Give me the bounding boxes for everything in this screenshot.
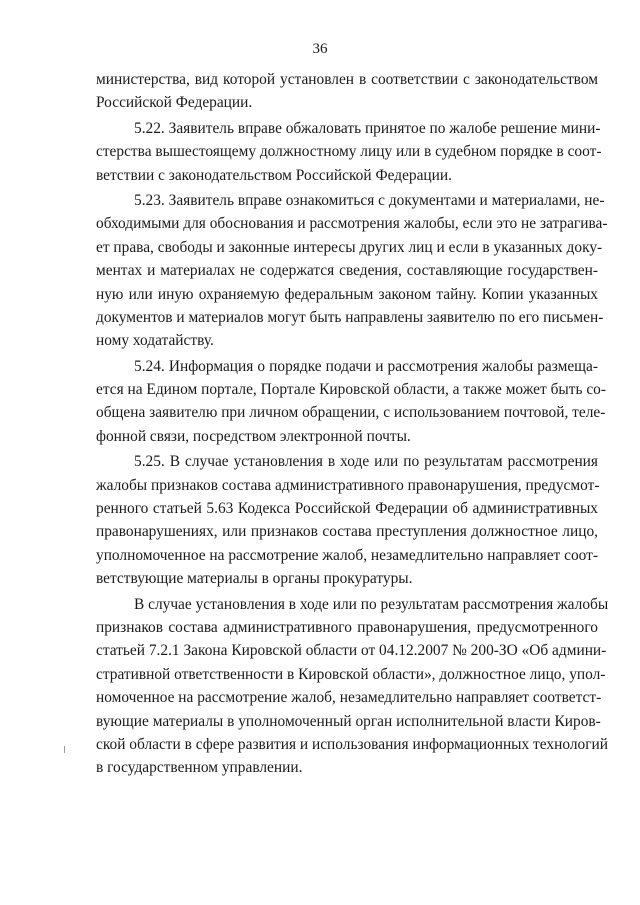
text-line: ному ходатайству. bbox=[96, 332, 214, 350]
text-line: признаков состава административного правонарушения, предусмотренного bbox=[96, 618, 598, 636]
text-line: Российской Федерации. bbox=[96, 94, 253, 112]
text-line: ренного статьей 5.63 Кодекса Российской Федерации об административных bbox=[96, 500, 598, 518]
text-line: документов и материалов могут быть направлены заявителю по его письмен- bbox=[96, 308, 604, 326]
text-line: правонарушениях, или признаков состава преступления должностное лицо, bbox=[96, 523, 598, 541]
text-line: 5.23. Заявитель вправе ознакомиться с документами и материалами, не- bbox=[134, 191, 605, 209]
text-line: в государственном управлении. bbox=[96, 759, 303, 777]
text-line: министерства, вид которой установлен в соответствии с законодательством bbox=[96, 71, 598, 88]
text-line: обходимыми для обоснования и рассмотрения жалобы, если это не затрагива- bbox=[96, 215, 608, 233]
paragraph-p-5-25 bbox=[96, 450, 598, 590]
text-line: ет права, свободы и законные интересы других лиц и если в указанных доку- bbox=[96, 238, 603, 256]
text-line: 5.25. В случае установления в ходе или по результатам рассмотрения bbox=[134, 453, 598, 471]
text-line: стерства вышестоящему должностному лицу или в судебном порядке в соот- bbox=[96, 143, 602, 161]
text-line: ментах и материалах не содержатся сведения, составляющие государствен- bbox=[96, 262, 598, 280]
text-line: ветствии с законодательством Российской Федерации. bbox=[96, 166, 452, 184]
text-line: ской области в сфере развития и использования информационных технологий bbox=[96, 735, 609, 753]
text-line: статьей 7.2.1 Закона Кировской области от 04.12.2007 № 200-ЗО «Об админи- bbox=[96, 642, 607, 660]
text-line: В случае установления в ходе или по результатам рассмотрения жалобы bbox=[134, 595, 609, 613]
page-number: 36 bbox=[312, 41, 328, 57]
text-line: 5.24. Информация о порядке подачи и рассмотрения жалобы размеща- bbox=[134, 357, 598, 375]
text-line: номоченное на рассмотрение жалоб, незамедлительно направляет соответст- bbox=[96, 689, 602, 707]
text-line: 5.22. Заявитель вправе обжаловать принятое по жалобе решение мини- bbox=[134, 119, 601, 137]
text-line: ется на Едином портале, Портале Кировской области, а также может быть со- bbox=[96, 381, 606, 399]
paragraph-p-continuation bbox=[96, 68, 598, 115]
text-line: фонной связи, посредством электронной почты. bbox=[96, 427, 411, 445]
paragraph-p-5-23 bbox=[96, 189, 608, 353]
text-line: ветствующие материалы в органы прокуратуры. bbox=[96, 570, 413, 588]
text-line: стративной ответственности в Кировской области», должностное лицо, упол- bbox=[96, 665, 606, 683]
text-line: уполномоченное на рассмотрение жалоб, незамедлительно направляет соот- bbox=[96, 546, 598, 564]
paragraph-p-5-22 bbox=[96, 117, 602, 187]
paragraph-p-case-kirov bbox=[96, 593, 609, 780]
document-body bbox=[96, 68, 609, 780]
text-line: общена заявителю при личном обращении, с использованием почтовой, теле- bbox=[96, 404, 606, 422]
scan-margin-mark bbox=[64, 746, 65, 753]
paragraph-p-5-24 bbox=[96, 355, 606, 449]
text-line: ную или иную охраняемую федеральным законом тайну. Копии указанных bbox=[96, 285, 598, 303]
text-line: вующие материалы в уполномоченный орган исполнительной власти Киров- bbox=[96, 712, 601, 730]
text-line: жалобы признаков состава административного правонарушения, предусмот- bbox=[96, 476, 600, 494]
